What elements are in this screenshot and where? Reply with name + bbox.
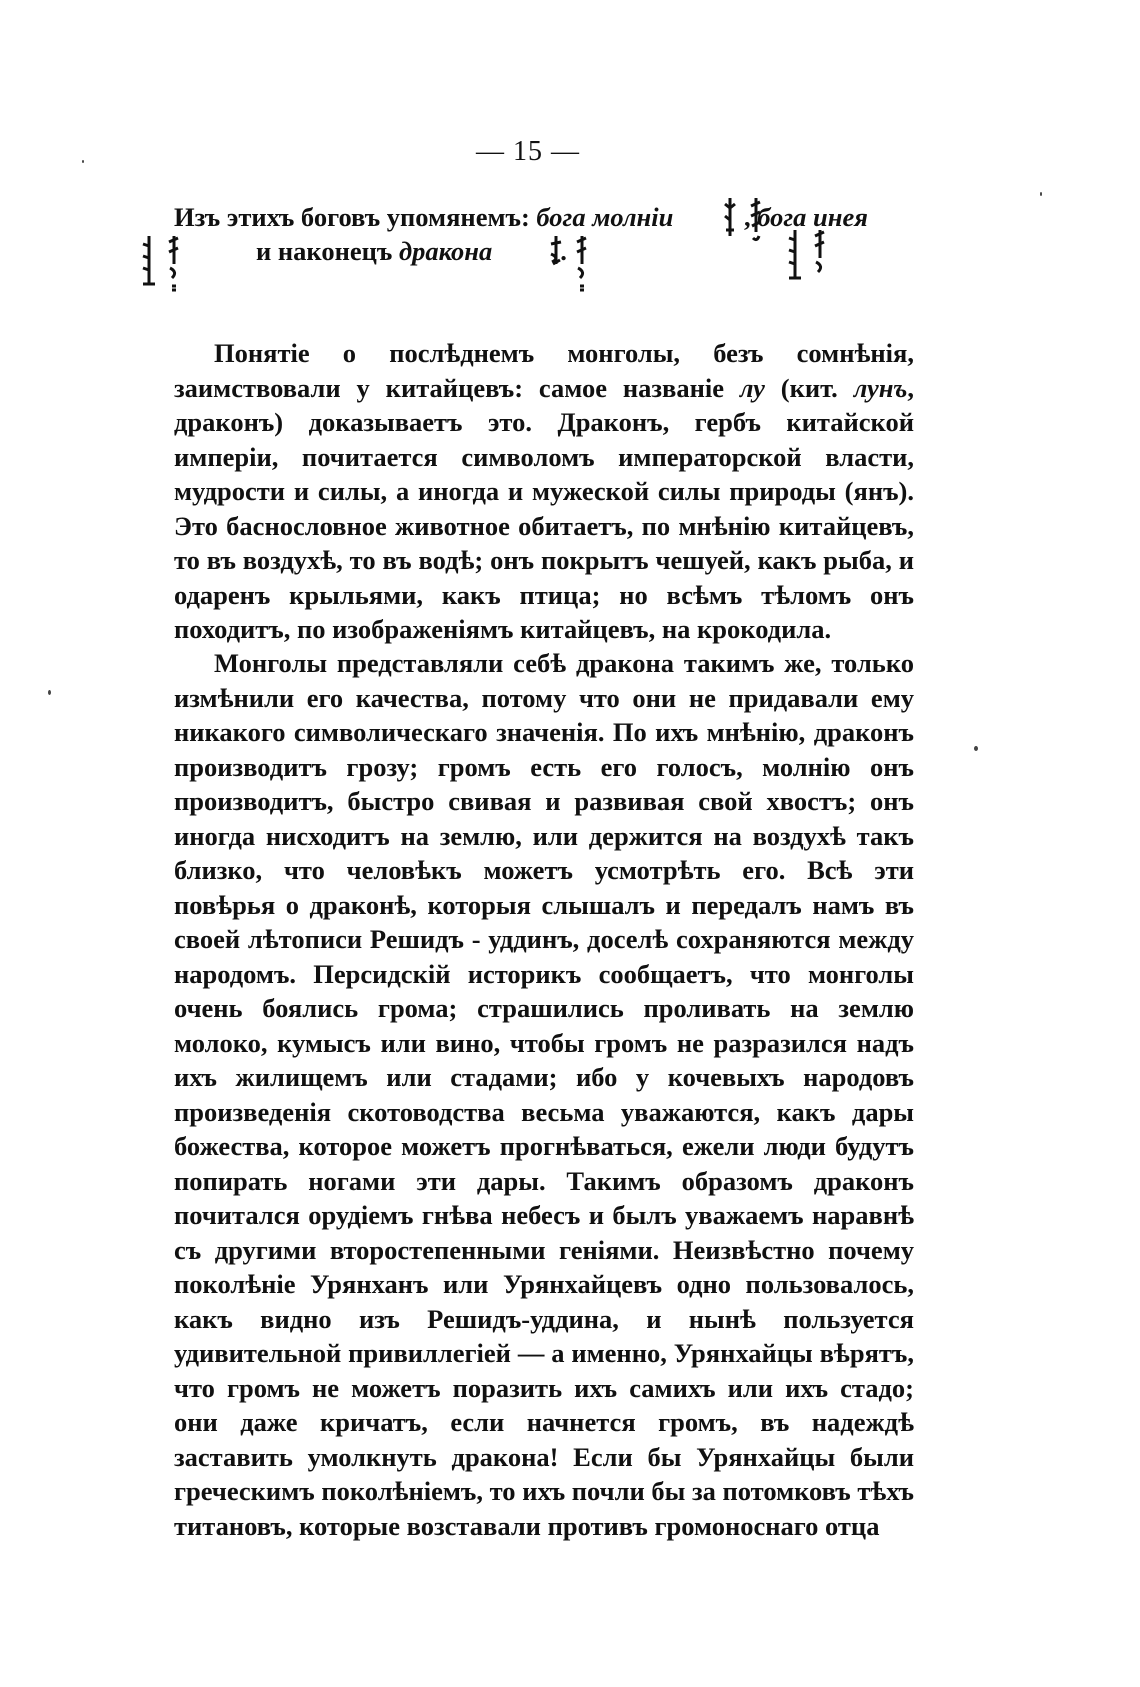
term-dragon: дракона: [398, 236, 493, 266]
paragraph-1: [174, 336, 914, 647]
paragraph-1-text: [174, 336, 914, 647]
mongolian-word-frost-continued: [140, 234, 182, 292]
scan-speck: [48, 690, 51, 695]
mongolian-word-dragon: [548, 234, 590, 292]
mongolian-script-icon: [574, 234, 590, 292]
mongolian-script-icon: [786, 228, 802, 286]
intro-period: .: [560, 236, 567, 266]
mongolian-script-icon: [812, 228, 828, 286]
intro-text-2: и наконецъ: [256, 236, 399, 266]
intro-block: [174, 200, 914, 320]
term-frost-god: бога инея: [757, 202, 868, 232]
scan-speck: [82, 160, 84, 163]
mongolian-script-icon: [748, 196, 764, 254]
mongolian-word-frost: [786, 228, 828, 286]
scan-speck: [974, 746, 978, 751]
p1-term-lun: лунъ: [853, 372, 908, 403]
scan-speck: [1040, 192, 1042, 196]
mongolian-word-thunder: [722, 196, 764, 254]
intro-text: Изъ этихъ боговъ упомянемъ:: [174, 202, 537, 232]
p1-seg-2: (кит.: [764, 372, 854, 403]
p1-seg-3: , драконъ) доказываетъ это. Драконъ, гербъ китайской имперіи, почитается символомъ императорской власти, мудрости и силы, а иногда и мужеской силы природы (янъ). Это баснословное животное обитаетъ, по мнѣнію китайцевъ, то въ воздухѣ, то въ водѣ; онъ покрытъ чешуей, какъ рыба, и одаренъ крыльями, какъ птица; но всѣмъ тѣломъ онъ походитъ, по изображеніямъ китайцевъ, на крокодила.: [174, 372, 914, 644]
page-number: — 15 —: [476, 136, 580, 167]
mongolian-script-icon: [140, 234, 156, 292]
term-thunder-god: бога молніи: [536, 202, 674, 232]
paragraph-2-text: Монголы представляли себѣ дракона такимъ же, только измѣнили его качества, потому что они не придавали ему никакого символическаго значенія. По ихъ мнѣнію, драконъ производитъ грозу; громъ есть его голосъ, молнію онъ производитъ, быстро свивая и развивая свой хвостъ; онъ иногда нисходитъ на землю, или держится на воздухѣ такъ близко, что человѣкъ можетъ усмотрѣть его. Всѣ эти повѣрья о драконѣ, которыя слышалъ и передалъ намъ въ своей лѣтописи Решидъ - уддинъ, доселѣ сохраняются между народомъ. Персидскій историкъ сообщаетъ, что монголы очень боялись грома; страшились проливать на землю молоко, кумысъ или вино, чтобы громъ не разразился надъ ихъ жилищемъ или стадами; ибо у кочевыхъ народовъ произведенія скотоводства весьма уважаются, какъ дары божества, которое можетъ прогнѣваться, ежели люди будутъ попирать ногами эти дары. Такимъ образомъ драконъ почитался орудіемъ гнѣва небесъ и былъ уважаемъ наравнѣ съ другими второстепенными геніями. Неизвѣстно почему поколѣніе Урянханъ или Урянхайцевъ одно пользовалось, какъ видно изъ Решидъ-уддина, и нынѣ пользуется удивительной привиллегіей — а именно, Урянхайцы вѣрятъ, что громъ не можетъ поразить ихъ самихъ или ихъ стадо; они даже кричатъ, если начнется громъ, въ надеждѣ заставить умолкнуть дракона! Если бы Урянхайцы были греческимъ поколѣніемъ, то ихъ почли бы за потомковъ тѣхъ титановъ, которые возставали противъ громоноснаго отца: [174, 648, 914, 1541]
mongolian-script-icon: [548, 234, 564, 292]
intro-comma: ,: [737, 202, 758, 232]
mongolian-script-icon: [722, 196, 738, 254]
intro-line-2: [256, 234, 567, 269]
p1-term-lu: лу: [739, 372, 765, 403]
mongolian-script-icon: [166, 234, 182, 292]
p1-seg-1: Понятіе о послѣднемъ монголы, безъ сомнѣнія, заимствовали у китайцевъ: самое названіе: [174, 338, 914, 403]
paragraph-2: [174, 646, 914, 1543]
